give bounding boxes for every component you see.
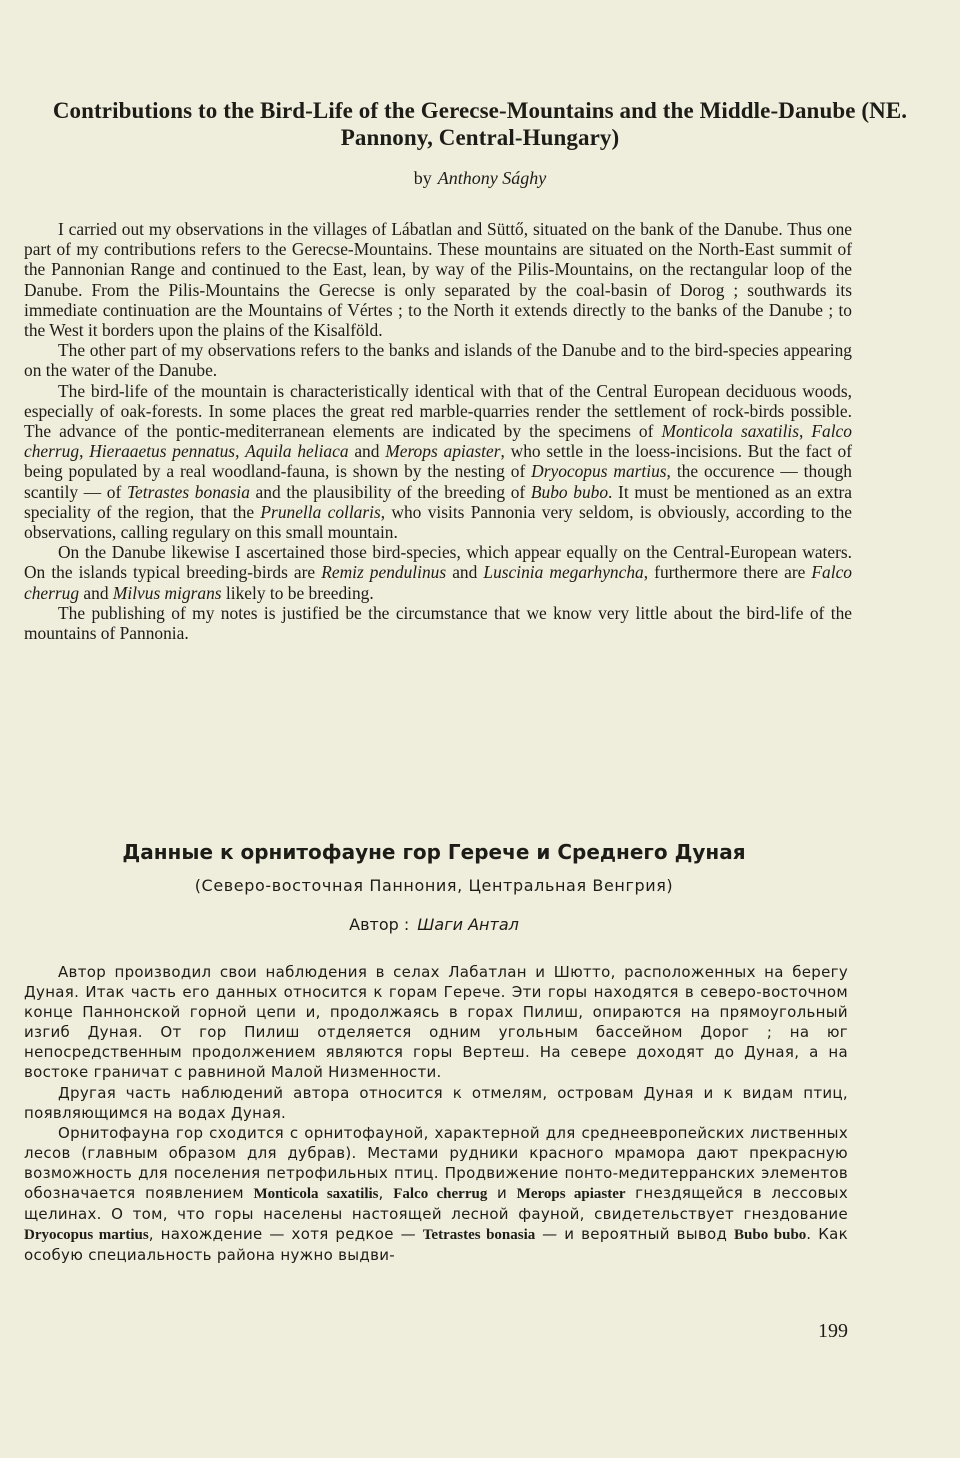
russian-byline-prefix: Автор : [349, 915, 410, 934]
species-name: Bubo bubo [530, 481, 609, 502]
species-name: Bubo bubo [734, 1227, 807, 1244]
english-paragraph-4 [24, 542, 852, 603]
text-run: , [378, 1184, 394, 1203]
text-run: и [487, 1184, 517, 1203]
species-name: Merops apiaster [516, 1186, 626, 1203]
species-name: Hieraaetus pennatus [89, 441, 236, 462]
species-name: Tetrastes bonasia [126, 481, 250, 502]
english-paragraph-5: The publishing of my notes is justified be the circumstance that we know very little about the bird-life of the mountains of Pannonia. [24, 602, 852, 644]
text-run: . Как особую специальность района нужно выдви- [24, 1225, 849, 1265]
species-name: Monticola saxatilis [253, 1186, 379, 1203]
russian-article-subtitle: (Северо-восточная Паннония, Центральная Венгрия) [194, 876, 674, 895]
russian-article-body [24, 962, 848, 1265]
text-run: гнездящейся в лессовых щелинах. О том, что горы населены настоящей лесной фауной, свидетельствует гнездование [24, 1184, 848, 1224]
species-name: Dryocopus martius [24, 1227, 149, 1244]
english-byline [0, 168, 960, 189]
text-run: and [348, 441, 386, 462]
english-paragraph-1: I carried out my observations in the villages of Lábatlan and Süttő, situated on the bank of the Danube. Thus one part of my contributions refers to the Gerecse-Mountains. These mountains are situated on the North-East summit of the Pannonian Range and continued to the East, lean, by way of the Pilis-Mountains, on the rectangular loop of the Danube. From the Pilis-Mountains the Gerecse is only separated by the coal-basin of Dorog ; southwards its immediate continuation are the Mountains of Vértes ; to the North it extends directly to the banks of the Danube ; to the West it borders upon the plains of the Kisalföld. [24, 219, 852, 341]
english-article-title: Contributions to the Bird-Life of the Gerecse-Mountains and the Middle-Danube (NE. Pannony, Central-Hungary) [52, 98, 908, 150]
english-paragraph-3 [24, 381, 852, 543]
species-name: Remiz pendulinus [321, 562, 447, 583]
text-run: and the plausibility of the breeding of [249, 481, 531, 502]
species-name: Falco cherrug [393, 1186, 488, 1203]
text-run: — и вероятный вывод [535, 1225, 735, 1244]
text-run: The bird-life of the mountain is characteristically identical with that of the Central European deciduous woods, especially of oak-forests. In some places the great red marble-quarries render the settlement of rock-birds possible. The advance of the pontic-mediterranean elements are indicated by the specimens of [24, 380, 852, 442]
species-name: Falco cherrug [24, 421, 852, 462]
text-run: , нахождение — хотя редкое — [148, 1225, 423, 1244]
text-run: and [79, 582, 113, 603]
species-name: Falco cherrug [24, 562, 852, 603]
text-run: . It must be mentioned as an extra speciality of the region, that the [24, 481, 852, 522]
text-run: and [446, 562, 484, 583]
text-run: , the occurence — though scantily — of [24, 461, 852, 502]
text-run: On the Danube likewise I ascertained those bird-species, which appear equally on the Central-European waters. On the islands typical breeding-birds are [24, 542, 852, 583]
species-name: Tetrastes bonasia [422, 1227, 536, 1244]
text-run: Орнитофауна гор сходится с орнитофауной, характерной для среднеевропейских лиственных лесов (главным образом для дубрав). Местами рудники красного мрамора дают прекрасную возможность для поселения петрофильных птиц. Продвижение понто-медитерранских элементов обозначается появлением [24, 1123, 848, 1203]
russian-article-title: Данные к орнитофауне гор Герече и Среднего Дуная [122, 840, 746, 864]
english-paragraph-2: The other part of my observations refers to the banks and islands of the Danube and to the bird-species appearing on the water of the Danube. [24, 340, 852, 381]
species-name: Merops apiaster [385, 441, 501, 462]
species-name: Luscinia megarhyncha [483, 562, 644, 583]
species-name: Monticola saxatilis [661, 421, 799, 442]
text-run: , [79, 441, 90, 462]
english-article-body [24, 219, 852, 643]
russian-author-name: Шаги Антал [417, 915, 519, 934]
english-author-name: Anthony Sághy [437, 168, 547, 188]
species-name: Dryocopus martius [531, 461, 667, 482]
text-run: , furthermore there are [643, 562, 812, 583]
text-run: , who visits Pannonia very seldom, is obviously, according to the observations, calling regulary on this small mountain. [24, 501, 852, 543]
text-run: , [799, 421, 812, 442]
text-run: , [235, 441, 246, 462]
text-run: likely to be breeding. [221, 582, 374, 603]
species-name: Milvus migrans [112, 582, 222, 603]
russian-paragraph-2: Другая часть наблюдений автора относится к отмелям, островам Дуная и к видам птиц, появляющимся на водах Дуная. [24, 1083, 848, 1122]
text-run: , who settle in the loess-incisions. But the fact of being populated by a real woodland-fauna, is shown by the nesting of [24, 441, 852, 482]
page-number: 199 [818, 1320, 848, 1342]
species-name: Prunella collaris [260, 501, 381, 522]
english-byline-prefix: by [413, 168, 432, 188]
russian-paragraph-3 [24, 1123, 848, 1266]
russian-byline [0, 915, 868, 934]
species-name: Aquila heliaca [245, 441, 349, 462]
russian-paragraph-1: Автор производил свои наблюдения в селах Лабатлан и Шютто, расположенных на берегу Дуная. Итак часть его данных относится к горам Герече. Эти горы находятся в северо-восточном конце Паннонской горной цепи и, продолжаясь в горах Пилиш, опираются на прямоугольный изгиб Дуная. От гор Пилиш отделяется одним угольным бассейном Дорог ; на юг непосредственным продолжением являются горы Вертеш. На севере доходят до Дуная, а на востоке граничат с равниной Малой Низменности. [24, 963, 848, 1082]
